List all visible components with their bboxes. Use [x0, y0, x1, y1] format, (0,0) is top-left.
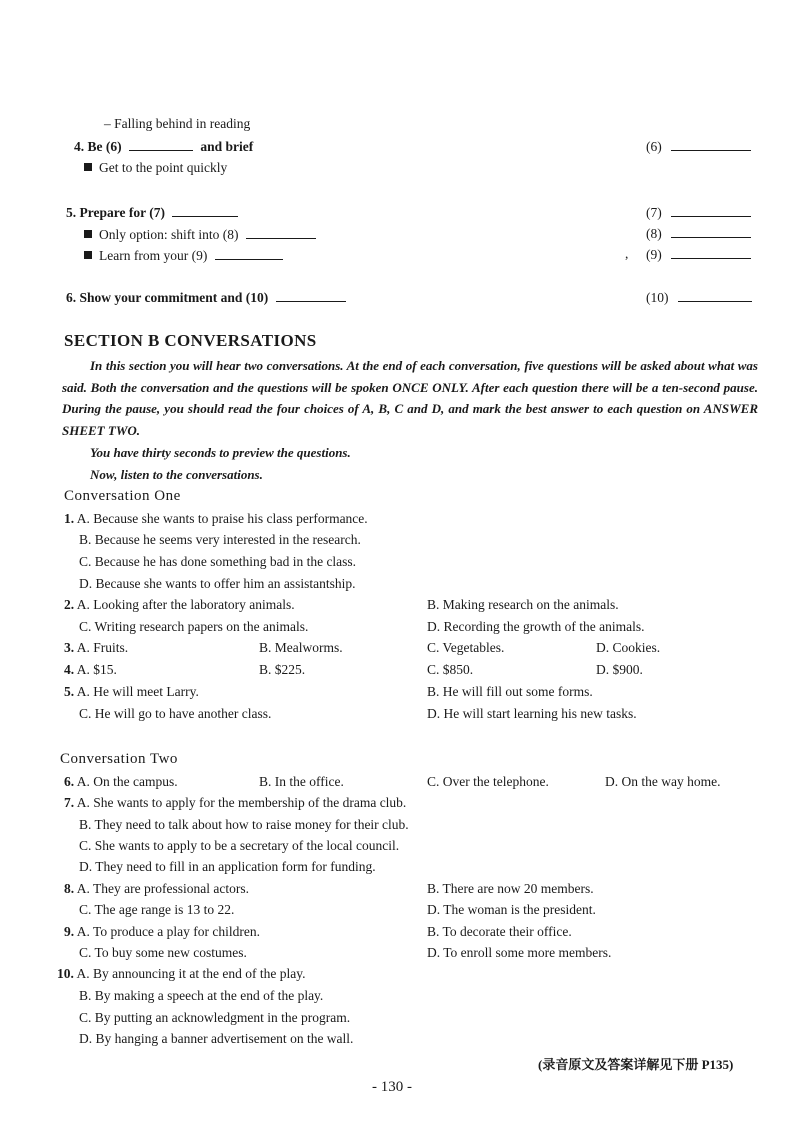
q3-option-b[interactable]: B. Mealworms. — [259, 640, 343, 655]
outline-item-5-label: 5. Prepare for (7) — [66, 205, 165, 220]
outline-item-5-sub1-text: Only option: shift into (8) — [99, 227, 239, 242]
q6-option-a[interactable] — [64, 774, 178, 790]
q1-option-d[interactable]: D. Because she wants to offer him an assistantship. — [79, 576, 356, 591]
answer-blank-8[interactable] — [671, 225, 751, 238]
q1-option-b[interactable]: B. Because he seems very interested in the research. — [79, 532, 361, 547]
q10-option-b[interactable]: B. By making a speech at the end of the play. — [79, 988, 324, 1003]
q2-option-b[interactable]: B. Making research on the animals. — [427, 597, 619, 612]
q9-a-text: A. To produce a play for children. — [76, 924, 261, 939]
q3-option-d[interactable]: D. Cookies. — [596, 640, 661, 655]
q5-option-b[interactable]: B. He will fill out some forms. — [427, 684, 593, 699]
outline-item-5-sub1 — [84, 226, 316, 243]
stray-mark: , — [625, 246, 629, 261]
preview-line: You have thirty seconds to preview the questions. — [90, 444, 351, 460]
answer-line-9 — [646, 246, 751, 263]
q6-number: 6. — [64, 774, 75, 789]
q3-number: 3. — [64, 640, 75, 655]
conversation-two-title: Conversation Two — [60, 751, 178, 767]
answer-reference-note: (录音原文及答案详解见下册 P135) — [538, 1057, 734, 1072]
q4-number: 4. — [64, 662, 75, 677]
outline-item-5 — [66, 204, 238, 221]
answer-label-6: (6) — [646, 139, 662, 154]
q6-a-text: A. On the campus. — [76, 774, 178, 789]
q2-option-a[interactable] — [64, 597, 295, 613]
outline-item-6-label: 6. Show your commitment and (10) — [66, 290, 269, 305]
q7-option-d[interactable]: D. They need to fill in an application form for funding. — [79, 859, 376, 874]
q4-option-a[interactable] — [64, 662, 117, 678]
q7-option-a[interactable] — [64, 795, 406, 811]
blank-10[interactable] — [276, 289, 346, 302]
q10-a-text: A. By announcing it at the end of the play. — [76, 966, 306, 981]
outline-item-4-tail: and brief — [200, 139, 254, 154]
answer-line-6 — [646, 138, 751, 155]
answer-blank-10[interactable] — [678, 289, 752, 302]
blank-8[interactable] — [246, 226, 316, 239]
q9-option-c[interactable]: C. To buy some new costumes. — [79, 945, 247, 960]
square-bullet-icon — [84, 251, 92, 259]
section-b-instructions — [62, 355, 758, 485]
q6-option-b[interactable]: B. In the office. — [259, 774, 344, 789]
answer-label-7: (7) — [646, 205, 662, 220]
q8-option-b[interactable]: B. There are now 20 members. — [427, 881, 594, 896]
q10-number: 10. — [57, 966, 74, 981]
q9-option-a[interactable] — [64, 924, 260, 940]
outline-item-4-label: 4. Be (6) — [74, 139, 122, 154]
q9-option-d[interactable]: D. To enroll some more members. — [427, 945, 612, 960]
page-number: - 130 - — [372, 1079, 412, 1095]
outline-item-5-sub2 — [84, 247, 283, 264]
outline-falling-behind: – Falling behind in reading — [104, 116, 251, 131]
blank-6[interactable] — [129, 138, 193, 151]
q10-option-c[interactable]: C. By putting an acknowledgment in the program. — [79, 1010, 351, 1025]
answer-label-9: (9) — [646, 247, 662, 262]
q3-option-c[interactable]: C. Vegetables. — [427, 640, 505, 655]
conversation-one-title: Conversation One — [64, 488, 181, 504]
answer-blank-9[interactable] — [671, 246, 751, 259]
outline-item-4-sub — [84, 160, 227, 176]
outline-item-5-sub2-text: Learn from your (9) — [99, 248, 208, 263]
square-bullet-icon — [84, 163, 92, 171]
q5-option-c[interactable]: C. He will go to have another class. — [79, 706, 272, 721]
q5-option-a[interactable] — [64, 684, 199, 700]
q7-option-c[interactable]: C. She wants to apply to be a secretary of the local council. — [79, 838, 400, 853]
answer-blank-7[interactable] — [671, 204, 751, 217]
q7-number: 7. — [64, 795, 75, 810]
answer-line-8 — [646, 225, 751, 242]
listen-line: Now, listen to the conversations. — [90, 466, 263, 482]
q5-number: 5. — [64, 684, 75, 699]
q8-option-c[interactable]: C. The age range is 13 to 22. — [79, 902, 235, 917]
q9-number: 9. — [64, 924, 75, 939]
outline-item-4-sub-text: Get to the point quickly — [99, 160, 228, 175]
q4-option-c[interactable]: C. $850. — [427, 662, 474, 677]
q10-option-a[interactable] — [57, 966, 305, 982]
answer-label-8: (8) — [646, 226, 662, 241]
q3-a-text: A. Fruits. — [76, 640, 129, 655]
answer-blank-6[interactable] — [671, 138, 751, 151]
q2-number: 2. — [64, 597, 75, 612]
q4-option-b[interactable]: B. $225. — [259, 662, 306, 677]
answer-line-7 — [646, 204, 751, 221]
answer-line-10 — [646, 289, 752, 306]
q6-option-c[interactable]: C. Over the telephone. — [427, 774, 549, 789]
q1-number: 1. — [64, 511, 75, 526]
answer-label-10: (10) — [646, 290, 669, 305]
q8-option-d[interactable]: D. The woman is the president. — [427, 902, 596, 917]
q1-option-a[interactable] — [64, 511, 368, 527]
instructions-paragraph: In this section you will hear two conversations. At the end of each conversation, five questions will be asked about what was said. Both the conversation and the questions will be spoken ONCE ONLY. After each question there will be a ten-second pause. During the pause, you should read the four choices of A, B, C and D, and mark the best answer to each question on ANSWER SHEET TWO. — [62, 358, 758, 439]
q1-a-text: A. Because she wants to praise his class performance. — [76, 511, 368, 526]
q7-a-text: A. She wants to apply for the membership of the drama club. — [76, 795, 407, 810]
q5-a-text: A. He will meet Larry. — [76, 684, 199, 699]
q8-option-a[interactable] — [64, 881, 249, 897]
blank-7[interactable] — [172, 204, 238, 217]
q5-option-d[interactable]: D. He will start learning his new tasks. — [427, 706, 637, 721]
blank-9[interactable] — [215, 247, 283, 260]
q2-option-c[interactable]: C. Writing research papers on the animals. — [79, 619, 309, 634]
q9-option-b[interactable]: B. To decorate their office. — [427, 924, 572, 939]
q1-option-c[interactable]: C. Because he has done something bad in the class. — [79, 554, 357, 569]
section-b-title: SECTION B CONVERSATIONS — [64, 331, 317, 350]
q3-option-a[interactable] — [64, 640, 128, 656]
q8-a-text: A. They are professional actors. — [76, 881, 249, 896]
outline-item-6 — [66, 289, 346, 306]
q10-option-d[interactable]: D. By hanging a banner advertisement on the wall. — [79, 1031, 354, 1046]
q6-option-d[interactable]: D. On the way home. — [605, 774, 721, 789]
outline-item-4 — [74, 138, 253, 155]
q4-option-d[interactable]: D. $900. — [596, 662, 643, 677]
square-bullet-icon — [84, 230, 92, 238]
q2-a-text: A. Looking after the laboratory animals. — [76, 597, 295, 612]
q2-option-d[interactable]: D. Recording the growth of the animals. — [427, 619, 645, 634]
q4-a-text: A. $15. — [76, 662, 117, 677]
q7-option-b[interactable]: B. They need to talk about how to raise money for their club. — [79, 817, 409, 832]
q8-number: 8. — [64, 881, 75, 896]
